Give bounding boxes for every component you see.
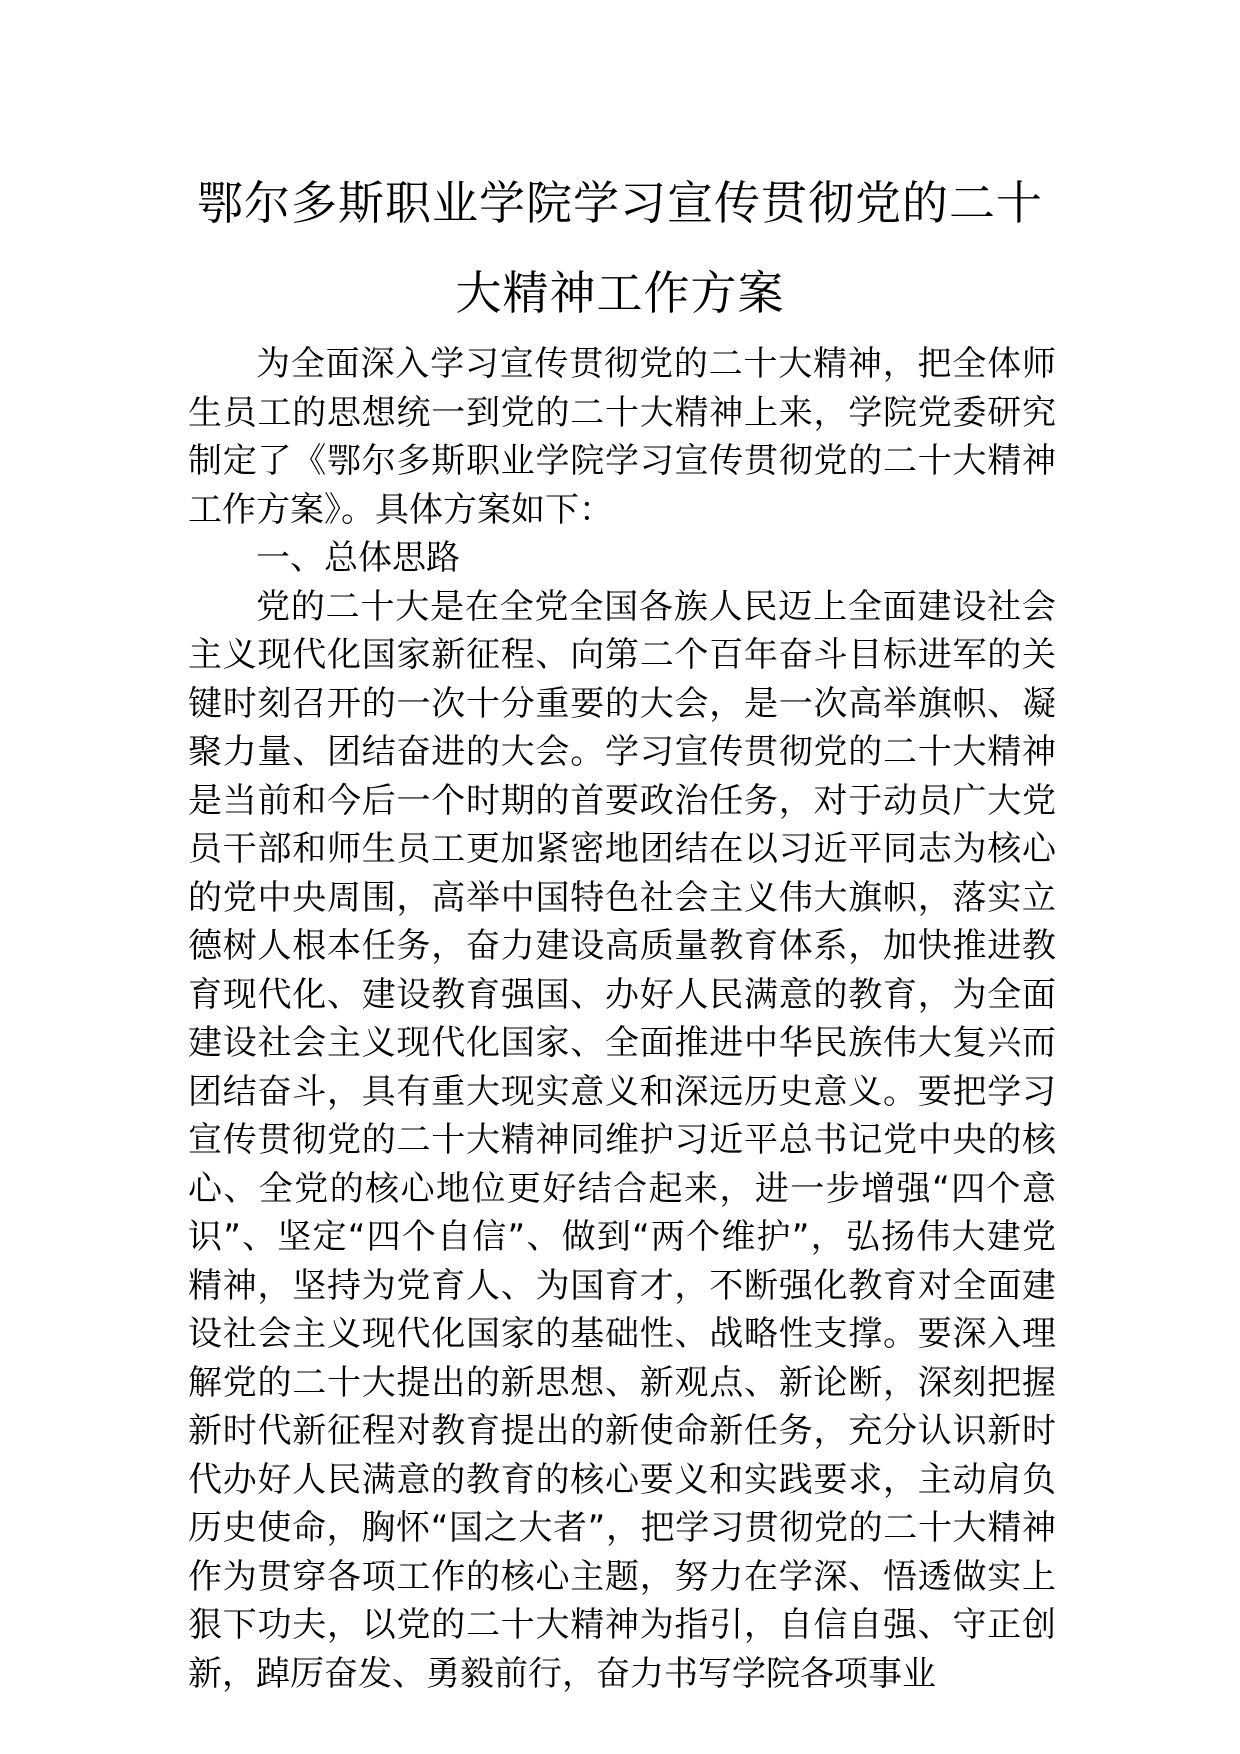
document-title-line1: 鄂尔多斯职业学院学习宣传贯彻党的二十 [197,176,1043,230]
section-heading: 一、总体思路 [256,538,460,578]
section-paragraph: 党的二十大是在全党全国各族人民迈上全面建设社会主义现代化国家新征程、向第二个百年奋斗目标进军的关键时刻召开的一次十分重要的大会，是一次高举旗帜、凝聚力量、团结奋进的大会。学习宣传贯彻党的二十大精神是当前和今后一个时期的首要政治任务，对于动员广大党员干部和师生员工更加紧密地团结在以习近平同志为核心的党中央周围，高举中国特色社会主义伟大旗帜，落实立德树人根本任务，奋力建设高质量教育体系，加快推进教育现代化、建设教育强国、办好人民满意的教育，为全面建设社会主义现代化国家、全面推进中华民族伟大复兴而团结奋斗，具有重大现实意义和深远历史意义。要把学习宣传贯彻党的二十大精神同维护习近平总书记党中央的核心、全党的核心地位更好结合起来，进一步增强“四个意识”、坚定“四个自信”、做到“两个维护”，弘扬伟大建党精神，坚持为党育人、为国育才，不断强化教育对全面建设社会主义现代化国家的基础性、战略性支撑。要深入理解党的二十大提出的新思想、新观点、新论断，深刻把握新时代新征程对教育提出的新使命新任务，充分认识新时代办好人民满意的教育的核心要义和实践要求，主动肩负历史使命，胸怀“国之大者”，把学习贯彻党的二十大精神作为贯穿各项工作的核心主题，努力在学深、悟透做实上狠下功夫，以党的二十大精神为指引，自信自强、守正创新，踔厉奋发、勇毅前行，奋力书写学院各项事业 [188,586,1056,1694]
document-body [188,340,1056,1698]
intro-paragraph: 为全面深入学习宣传贯彻党的二十大精神，把全体师生员工的思想统一到党的二十大精神上来，学院党委研究制定了《鄂尔多斯职业学院学习宣传贯彻党的二十大精神工作方案》。具体方案如下： [188,344,1056,530]
document-title-line2: 大精神工作方案 [455,266,785,320]
